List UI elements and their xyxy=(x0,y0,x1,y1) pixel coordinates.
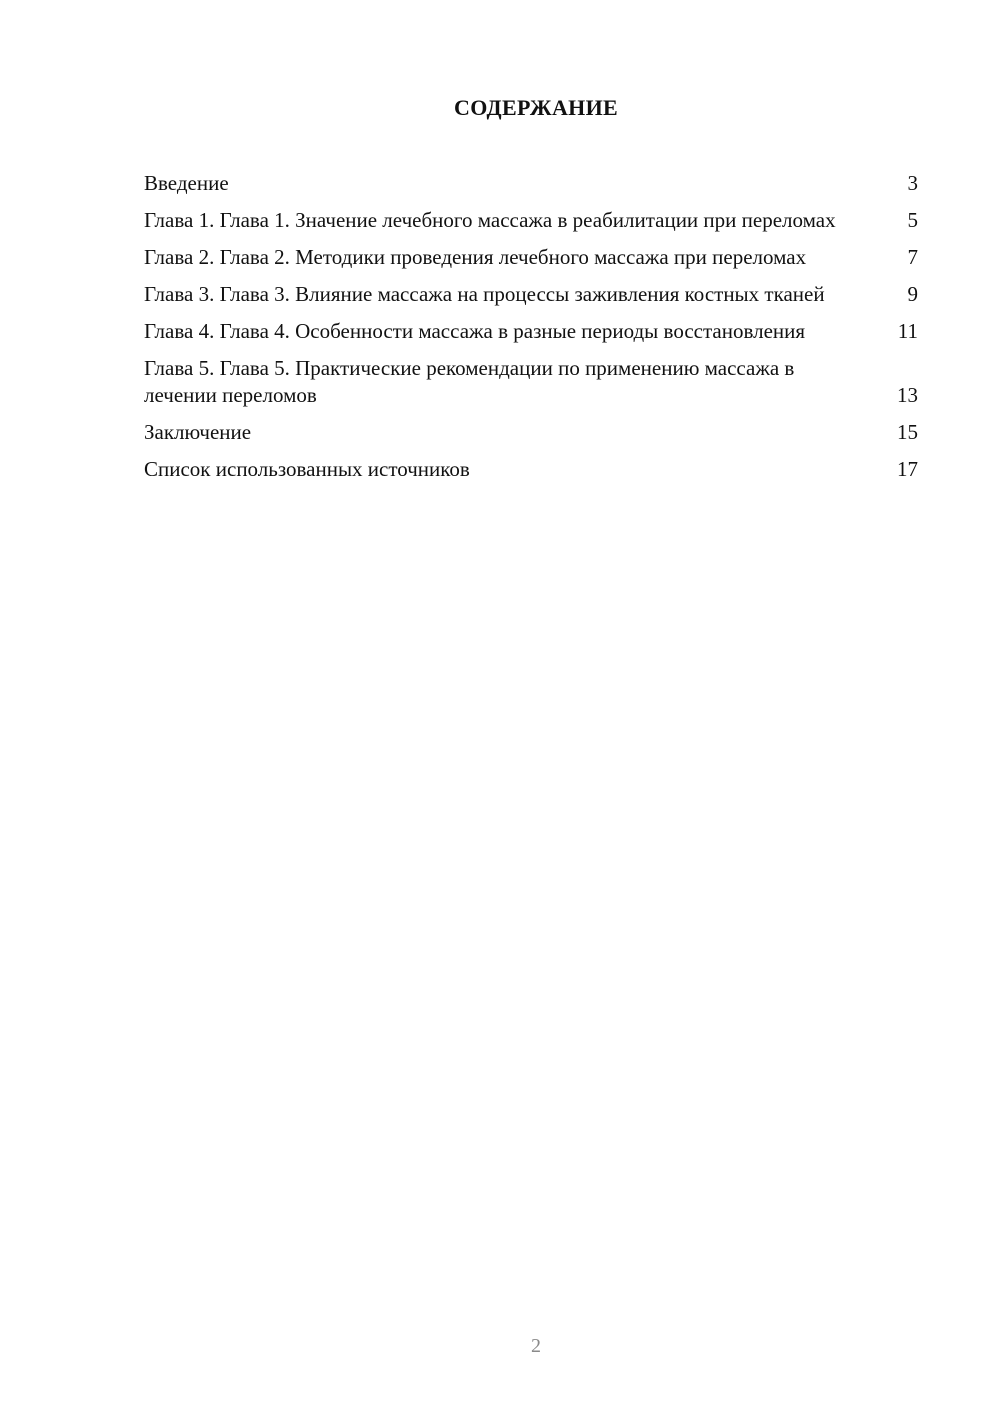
toc-entry-text: Заключение xyxy=(144,420,252,444)
toc-list xyxy=(144,170,918,493)
toc-entry-text: Список использованных источников xyxy=(144,457,470,481)
toc-entry-text: Глава 2. Глава 2. Методики проведения лечебного массажа при переломах xyxy=(144,245,807,269)
toc-entry-text: Глава 3. Глава 3. Влияние массажа на процессы заживления костных тканей xyxy=(144,282,825,306)
toc-entry-text: Глава 4. Глава 4. Особенности массажа в разные периоды восстановления xyxy=(144,319,806,343)
toc-entry-chapter-2[interactable] xyxy=(144,244,918,271)
toc-entry-text: Глава 5. Глава 5. Практические рекомендации по применению массажа в лечении переломов xyxy=(144,356,795,407)
toc-entry-chapter-1[interactable] xyxy=(144,207,918,234)
toc-entry-page: 9 xyxy=(907,282,918,306)
toc-entry-text: Введение xyxy=(144,171,229,195)
toc-entry-chapter-4[interactable] xyxy=(144,318,918,345)
toc-entry-page: 7 xyxy=(907,245,918,269)
toc-entry-references[interactable] xyxy=(144,456,918,483)
toc-entry-page: 5 xyxy=(907,208,918,232)
toc-entry-page: 15 xyxy=(897,420,918,444)
toc-entry-page: 3 xyxy=(907,171,918,195)
toc-entry-page: 13 xyxy=(897,383,918,407)
toc-entry-conclusion[interactable] xyxy=(144,419,918,446)
page-number: 2 xyxy=(531,1335,541,1357)
toc-entry-introduction[interactable] xyxy=(144,170,918,197)
toc-entry-page: 17 xyxy=(897,457,918,481)
toc-entry-text: Глава 1. Глава 1. Значение лечебного массажа в реабилитации при переломах xyxy=(144,208,836,232)
toc-title: СОДЕРЖАНИЕ xyxy=(454,95,618,120)
toc-entry-chapter-3[interactable] xyxy=(144,281,918,308)
toc-entry-chapter-5[interactable] xyxy=(144,355,918,409)
toc-entry-page: 11 xyxy=(897,319,918,343)
